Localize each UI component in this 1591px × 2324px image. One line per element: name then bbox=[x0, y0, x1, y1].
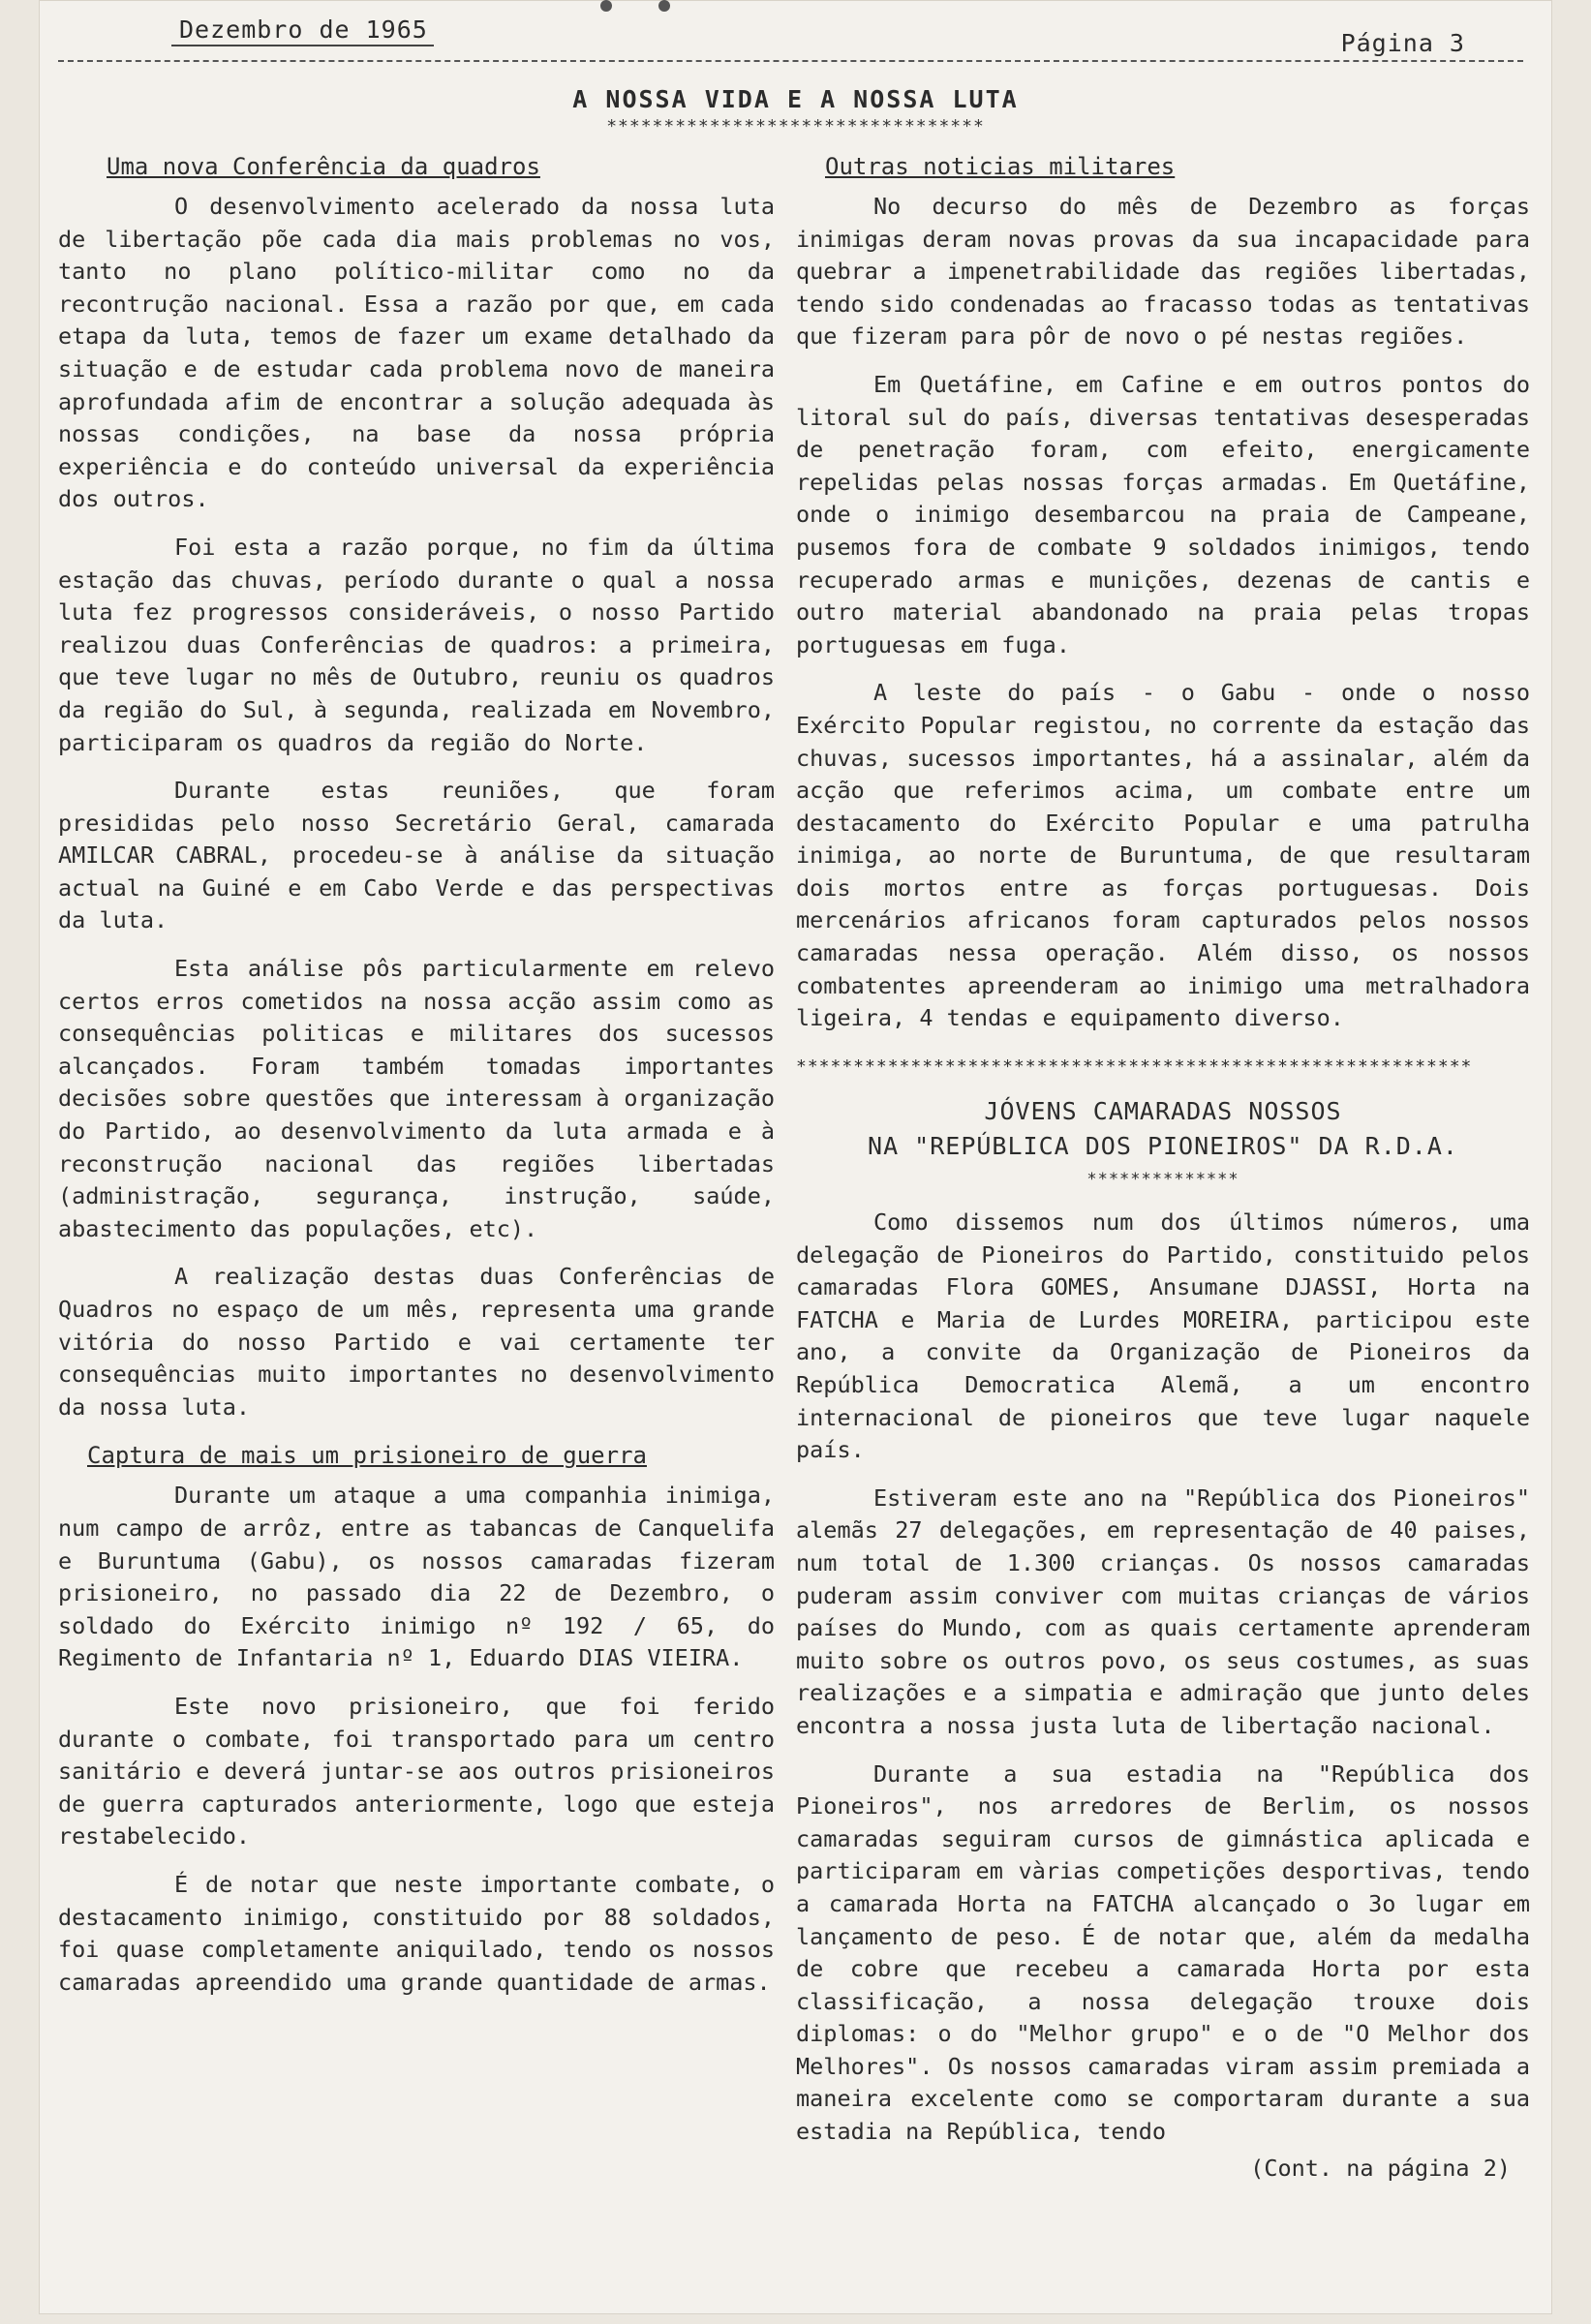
left-column bbox=[58, 150, 775, 2014]
section-title: Uma nova Conferência da quadros bbox=[107, 153, 540, 180]
header-rule bbox=[58, 60, 1523, 62]
paragraph: É de notar que neste importante combate, o destacamento inimigo, constituido por 88 soldados, foi quase completamente aniquilado, tendo os nossos camaradas apreendido uma grande quantidade de armas. bbox=[58, 1870, 775, 1996]
section-heading-line: JÓVENS CAMARADAS NOSSOS bbox=[984, 1097, 1342, 1126]
paragraph: No decurso do mês de Dezembro as forças inimigas deram novas provas da sua incapacidade para quebrar a impenetrabilidade das regiões libertadas, tendo sido condenadas ao fracasso todas as tentativas que fizeram para pôr de novo o pé nestas regiões. bbox=[796, 193, 1530, 351]
right-column bbox=[796, 150, 1530, 2200]
issue-date: Dezembro de 1965 bbox=[179, 15, 428, 44]
punch-hole bbox=[658, 0, 670, 12]
paragraph: Durante um ataque a uma companhia inimiga, num campo de arrôz, entre as tabancas de Canquelifa e Buruntuma (Gabu), os nossos camaradas fizeram prisioneiro, no passado dia 22 de Dezembro, o soldado do Exército inimigo nº 192 / 65, do Regimento de Infantaria nº 1, Eduardo DIAS VIEIRA. bbox=[58, 1482, 775, 1672]
paragraph: Como dissemos num dos últimos números, uma delegação de Pioneiros do Partido, constituido pelos camaradas Flora GOMES, Ansumane DJASSI, Horta na FATCHA e Maria de Lurdes MOREIRA, participou este ano, a convite da Organização de Pioneiros da República Democratica Alemã, a um encontro internacional de pioneiros que teve lugar naquele país. bbox=[796, 1208, 1530, 1464]
paragraph: A leste do país - o Gabu - onde o nosso Exército Popular registou, no corrente da estação das chuvas, sucessos importantes, há a assinalar, além da acção que referimos acima, um combate entre um destacamento do Exército Popular e uma patrulha inimiga, ao norte de Buruntuma, de que resultaram dois mortos entre as forças portuguesas. Dois mercenários africanos foram capturados pelos nossos camaradas nessa operação. Além disso, os nossos combatentes apreenderam ao inimigo uma metralhadora ligeira, 4 tendas e equipamento diverso. bbox=[796, 679, 1530, 1032]
section-title: Outras noticias militares bbox=[825, 153, 1176, 180]
heading-stars: ************** bbox=[1086, 1170, 1239, 1190]
title-stars: ********************************* bbox=[606, 116, 985, 137]
page-title: A NOSSA VIDA E A NOSSA LUTA bbox=[572, 85, 1019, 113]
paragraph: Estiveram este ano na "República dos Pioneiros" alemãs 27 delegações, em representação de 40 paises, num total de 1.300 crianças. Os nossos camaradas puderam assim conviver com muitas crianças de vários países do Mundo, com as quais certamente aprenderam muito sobre os outros povo, os seus costumes, as suas realizações e a simpatia e admiração que junto deles encontra a nossa justa luta de libertação nacional. bbox=[796, 1483, 1530, 1739]
paragraph: Em Quetáfine, em Cafine e em outros pontos do litoral sul do país, diversas tentativas desesperadas de penetração foram, com efeito, energicamente repelidas pelas nossas forças armadas. Em Quetáfine, onde o inimigo desembarcou na praia de Campeane, pusemos fora de combate 9 soldados inimigos, tendo recuperado armas e munições, dezenas de cantis e outro material abandonado na praia pelas tropas portuguesas em fuga. bbox=[796, 370, 1530, 658]
paragraph: Durante estas reuniões, que foram presididas pelo nosso Secretário Geral, camarada AMILCAR CABRAL, procedeu-se à análise da situação actual na Guiné e em Cabo Verde e das perspectivas da luta. bbox=[58, 777, 775, 934]
section-title: Captura de mais um prisioneiro de guerra bbox=[87, 1442, 647, 1470]
paragraph: Durante a sua estadia na "República dos Pioneiros", nos arredores de Berlim, os nossos camaradas seguiram cursos de gimnástica aplicada e participaram em vàrias competições desportivas, tendo a camarada Horta na FATCHA alcançado o 3o lugar em lançamento de peso. É de notar que, além da medalha de cobre que recebeu a camarada Horta por esta classificação, a nossa delegação trouxe dois diplomas: o do "Melhor grupo" e o de "O Melhor dos Melhores". Os nossos camaradas viram assim premiada a maneira excelente como se comportaram durante a sua estadia na República, tendo bbox=[796, 1759, 1530, 2146]
document-page bbox=[39, 0, 1552, 2314]
continuation-note: (Cont. na página 2) bbox=[1250, 2154, 1511, 2182]
paragraph: Esta análise pôs particularmente em relevo certos erros cometidos na nossa acção assim como as consequências politicas e militares dos sucessos alcançados. Foram também tomadas importantes decisões sobre questões que interessam à organização do Partido, ao desenvolvimento da luta armada e à reconstrução nacional das regiões libertadas (administração, segurança, instrução, saúde, abastecimento das populações, etc). bbox=[58, 955, 775, 1242]
separator-stars: *********************************************************** bbox=[796, 1055, 1473, 1077]
page-number: Página 3 bbox=[1340, 29, 1465, 57]
paragraph: Foi esta a razão porque, no fim da última estação das chuvas, período durante o qual a nossa luta fez progressos consideráveis, o nosso Partido realizou duas Conferências de quadros: a primeira, que teve lugar no mês de Outubro, reuniu os quadros da região do Sul, à segunda, realizada em Novembro, participaram os quadros da região do Norte. bbox=[58, 533, 775, 756]
paragraph: Este novo prisioneiro, que foi ferido durante o combate, foi transportado para um centro sanitário e deverá juntar-se aos outros prisioneiros de guerra capturados anteriormente, logo que esteja restabelecido. bbox=[58, 1692, 775, 1850]
section-heading-line: NA "REPÚBLICA DOS PIONEIROS" DA R.D.A. bbox=[868, 1132, 1458, 1161]
punch-hole bbox=[600, 0, 612, 12]
paragraph: A realização destas duas Conferências de Quadros no espaço de um mês, representa uma grande vitória do nosso Partido e vai certamente ter consequências muito importantes no desenvolvimento da nossa luta. bbox=[58, 1263, 775, 1421]
paragraph: O desenvolvimento acelerado da nossa luta de libertação põe cada dia mais problemas no vos, tanto no plano político-militar como no da recontrução nacional. Essa a razão por que, em cada etapa da luta, temos de fazer um exame detalhado da situação e de estudar cada problema novo de maneira aprofundada afim de encontrar a solução adequada às nossas condições, na base da nossa própria experiência e do conteúdo universal da experiência dos outros. bbox=[58, 193, 775, 513]
